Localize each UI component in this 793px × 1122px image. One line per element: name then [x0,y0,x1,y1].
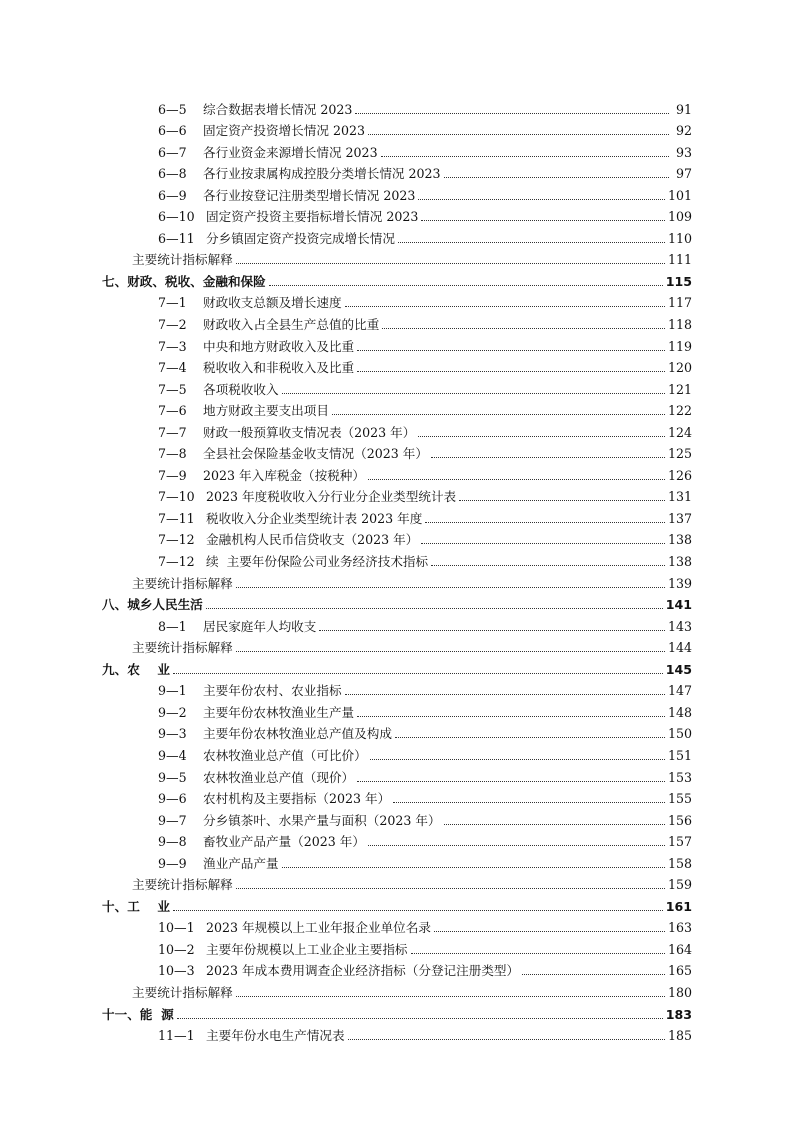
toc-entry-title-group [158,230,395,247]
toc-page-number: 156 [667,812,692,828]
toc-page-number: 147 [667,683,692,699]
toc-entry-title-group [158,122,365,139]
toc-entry-title-group [132,575,233,592]
dot-leader [269,285,663,286]
toc-page-number: 165 [667,963,692,979]
toc-entry-title-group [158,769,354,786]
toc-entry[interactable] [102,182,692,204]
toc-entry[interactable] [102,936,692,958]
toc-entry-title: 主要年份农村、农业指标 [203,683,342,699]
toc-page-number: 151 [667,747,692,763]
toc-entry[interactable] [102,225,692,247]
toc-entry-title: 主要统计指标解释 [132,984,233,1000]
toc-entry-title: 综合数据表增长情况 2023 [203,101,353,117]
toc-page-number: 138 [667,532,692,548]
dot-leader [431,457,665,458]
toc-entry-title-group [158,812,441,829]
toc-entry-title: 各行业按隶属构成控股分类增长情况 2023 [203,166,441,182]
toc-entry-title: 主要年份水电生产情况表 [206,1028,345,1044]
toc-entry-title-group [158,618,316,635]
toc-page-number: 101 [667,187,692,203]
toc-page-number: 144 [667,640,692,656]
toc-entry-title: 九、农 业 [102,661,170,677]
dot-leader [282,867,665,868]
toc-entry-title-group [158,445,428,462]
toc-entry-title: 财政收支总额及增长速度 [203,295,342,311]
dot-leader [177,1018,663,1019]
toc-entry-number: 9—3 [158,726,187,742]
toc-page-number: 161 [665,898,692,914]
toc-page-number: 180 [667,984,692,1000]
dot-leader [395,737,665,738]
toc-entry[interactable] [102,786,692,808]
dot-leader [411,953,665,954]
toc-page-number: 92 [675,123,692,139]
dot-leader [418,436,665,437]
toc-entry-number: 7—7 [158,424,187,440]
toc-entry-title: 渔业产品产量 [203,855,279,871]
toc-note-entry[interactable] [102,247,692,269]
dot-leader [421,220,665,221]
toc-entry-number: 9—5 [158,769,187,785]
toc-entry-number: 9—7 [158,812,187,828]
toc-entry-title: 农林牧渔业总产值（现价） [203,769,355,785]
toc-entry[interactable] [102,462,692,484]
toc-entry-number: 7—12 [158,532,195,548]
toc-entry-title-group [158,919,431,936]
toc-entry-number: 7—8 [158,446,187,462]
dot-leader [418,199,665,200]
dot-leader [357,781,665,782]
dot-leader [282,393,665,394]
toc-entry-title-group [158,294,342,311]
toc-page-number: 148 [667,704,692,720]
toc-entry-title: 主要统计指标解释 [132,575,233,591]
toc-chapter-heading[interactable] [102,893,692,915]
toc-entry-title-group [158,790,390,807]
toc-entry-number: 11—1 [158,1028,195,1044]
toc-entry-number: 9—8 [158,834,187,850]
toc-page-number: 141 [665,597,692,613]
toc-entry-title-group [132,639,233,656]
toc-entry-title-group [158,187,415,204]
toc-entry-title: 财政收入占全县生产总值的比重 [203,317,380,333]
toc-entry[interactable] [102,958,692,980]
toc-entry-title: 七、财政、税收、金融和保险 [102,273,266,289]
toc-entry-title: 主要统计指标解释 [132,877,233,893]
toc-entry-title-group [158,725,392,742]
toc-entry-title: 税收收入和非税收入及比重 [203,360,355,376]
toc-entry-title-group [102,898,170,915]
toc-entry-title-group [158,316,379,333]
toc-entry-title-group [158,682,342,699]
toc-entry-number: 7—12 [158,554,195,570]
toc-page-number: 115 [665,273,692,289]
toc-entry-number: 7—3 [158,338,187,354]
toc-page-number: 93 [675,144,692,160]
dot-leader [236,888,665,889]
toc-entry-title-group [132,251,233,268]
toc-entry[interactable] [102,505,692,527]
toc-page-number: 150 [667,726,692,742]
dot-leader [345,694,665,695]
toc-entry-number: 8—1 [158,618,187,634]
toc-entry-title-group [158,941,408,958]
toc-entry[interactable] [102,161,692,183]
toc-entry-title: 固定资产投资增长情况 2023 [203,123,365,139]
toc-page-number: 91 [675,101,692,117]
dot-leader [206,608,663,609]
toc-page-number: 124 [667,424,692,440]
toc-entry[interactable] [102,419,692,441]
toc-entry[interactable] [102,527,692,549]
toc-entry-title: 固定资产投资主要指标增长情况 2023 [206,209,419,225]
toc-page-number: 137 [667,510,692,526]
toc-entry[interactable] [102,290,692,312]
toc-entry-number: 9—2 [158,704,187,720]
toc-entry-title-group [158,101,352,118]
toc-entry-title-group [102,596,203,613]
toc-entry-title-group [158,747,367,764]
toc-page-number: 111 [667,252,692,268]
toc-entry-title-group [132,984,233,1001]
toc-entry-number: 6—7 [158,144,187,160]
toc-entry[interactable] [102,807,692,829]
dot-leader [357,716,665,717]
dot-leader [236,651,665,652]
toc-page-number: 120 [667,360,692,376]
dot-leader [370,759,665,760]
toc-entry-title: 2023 年规模以上工业年报企业单位名录 [206,920,431,936]
toc-page-number: 126 [667,467,692,483]
toc-chapter-heading[interactable] [102,268,692,290]
toc-entry[interactable] [102,398,692,420]
toc-entry-title: 居民家庭年人均收支 [203,618,317,634]
toc-page-number: 121 [667,381,692,397]
toc-entry-title: 主要年份规模以上工业企业主要指标 [206,941,408,957]
toc-entry-number: 7—4 [158,360,187,376]
toc-entry-title-group [102,273,266,290]
toc-entry[interactable] [102,915,692,937]
toc-entry-title-group [158,424,415,441]
toc-page-number: 110 [667,230,692,246]
toc-entry-number: 9—1 [158,683,187,699]
dot-leader [236,263,665,264]
toc-page-number: 131 [667,489,692,505]
toc-entry-title-group [158,165,441,182]
toc-page-number: 109 [667,209,692,225]
dot-leader [444,824,665,825]
toc-page-number: 125 [667,446,692,462]
toc-entry[interactable] [102,441,692,463]
toc-entry-number: 7—6 [158,403,187,419]
toc-page-number: 153 [667,769,692,785]
toc-entry-title: 金融机构人民币信贷收支（2023 年） [206,532,419,548]
toc-entry-title-group [158,402,329,419]
toc-entry-title-group [102,661,170,678]
toc-page-number: 163 [667,920,692,936]
toc-entry-number: 7—10 [158,489,195,505]
toc-entry-title: 各项税收收入 [203,381,279,397]
toc-entry-title: 分乡镇固定资产投资完成增长情况 [206,230,395,246]
toc-chapter-heading[interactable] [102,1001,692,1023]
toc-entry-number: 9—6 [158,791,187,807]
toc-entry-title: 农林牧渔业总产值（可比价） [203,747,367,763]
toc-entry[interactable] [102,204,692,226]
toc-entry[interactable] [102,96,692,118]
toc-entry-number: 7—2 [158,317,187,333]
toc-entry-title-group [158,1027,345,1044]
dot-leader [393,802,665,803]
dot-leader [236,996,665,997]
toc-entry-title-group [158,359,354,376]
toc-entry-title: 2023 年成本费用调查企业经济指标（分登记注册类型） [206,963,520,979]
toc-page-number: 139 [667,575,692,591]
dot-leader [381,156,669,157]
dot-leader [421,543,665,544]
toc-entry-title: 中央和地方财政收入及比重 [203,338,355,354]
dot-leader [173,673,663,674]
toc-note-entry[interactable] [102,979,692,1001]
toc-entry[interactable] [102,699,692,721]
toc-entry-title: 十、工 业 [102,898,170,914]
toc-entry[interactable] [102,850,692,872]
dot-leader [357,371,665,372]
toc-entry-title: 主要年份农林牧渔业生产量 [203,704,355,720]
toc-entry-title: 八、城乡人民生活 [102,597,203,613]
toc-entry-title: 各行业资金来源增长情况 2023 [203,144,378,160]
toc-page-number: 143 [667,618,692,634]
toc-entry-number: 10—3 [158,963,195,979]
toc-entry[interactable] [102,355,692,377]
toc-entry[interactable] [102,1023,692,1045]
dot-leader [332,414,665,415]
toc-entry-number: 10—2 [158,941,195,957]
toc-entry-title: 主要统计指标解释 [132,252,233,268]
dot-leader [173,910,663,911]
dot-leader [236,587,665,588]
toc-entry-title-group [158,510,422,527]
toc-entry[interactable] [102,678,692,700]
toc-note-entry[interactable] [102,872,692,894]
toc-entry-number: 6—6 [158,123,187,139]
toc-entry-title-group [158,962,519,979]
toc-chapter-heading[interactable] [102,592,692,614]
toc-entry[interactable] [102,829,692,851]
dot-leader [425,522,665,523]
dot-leader [345,306,665,307]
dot-leader [382,328,665,329]
toc-entry-number: 6—11 [158,230,195,246]
toc-entry-title: 分乡镇茶叶、水果产量与面积（2023 年） [203,812,441,828]
toc-entry-title-group [158,553,428,570]
toc-entry-title-group [158,338,354,355]
toc-page-number: 183 [665,1006,692,1022]
toc-entry[interactable] [102,139,692,161]
toc-entry-title: 农村机构及主要指标（2023 年） [203,791,391,807]
toc-entry-title-group [158,704,354,721]
dot-leader [459,500,665,501]
toc-entry-title: 主要年份农林牧渔业总产值及构成 [203,726,392,742]
toc-page-number: 97 [675,166,692,182]
toc-entry[interactable] [102,333,692,355]
toc-entry-title-group [158,855,279,872]
toc-page-number: 119 [667,338,692,354]
toc-entry-number: 7—5 [158,381,187,397]
toc-page-number: 155 [667,791,692,807]
toc-entry-number: 7—1 [158,295,187,311]
toc-entry-title: 畜牧业产品产量（2023 年） [203,834,365,850]
toc-entry[interactable] [102,742,692,764]
toc-entry-number: 10—1 [158,920,195,936]
toc-entry-title-group [158,833,365,850]
toc-page-number: 138 [667,554,692,570]
dot-leader [368,479,665,480]
toc-entry-number: 7—11 [158,510,195,526]
toc-entry-number: 9—4 [158,747,187,763]
toc-entry[interactable] [102,118,692,140]
dot-leader [319,630,665,631]
toc-page-number: 157 [667,834,692,850]
toc-entry-number: 9—9 [158,855,187,871]
toc-entry[interactable] [102,311,692,333]
toc-entry-title-group [158,144,378,161]
dot-leader [357,350,665,351]
toc-entry-title: 税收收入分企业类型统计表 2023 年度 [206,510,423,526]
dot-leader [368,845,665,846]
toc-entry-title: 财政一般预算收支情况表（2023 年） [203,424,416,440]
toc-entry-number: 6—10 [158,209,195,225]
dot-leader [444,177,669,178]
dot-leader [398,242,665,243]
toc-page-number: 117 [667,295,692,311]
dot-leader [348,1039,665,1040]
toc-page-number: 164 [667,941,692,957]
table-of-contents [102,96,692,1044]
toc-entry-number: 6—5 [158,101,187,117]
toc-entry-number: 7—9 [158,467,187,483]
toc-entry[interactable] [102,764,692,786]
dot-leader [434,931,665,932]
dot-leader [522,974,665,975]
toc-entry-title-group [132,876,233,893]
dot-leader [355,113,669,114]
toc-entry-title-group [158,208,418,225]
dot-leader [431,565,665,566]
toc-entry[interactable] [102,484,692,506]
toc-page-number: 122 [667,403,692,419]
toc-entry-title: 2023 年度税收收入分行业分企业类型统计表 [206,489,457,505]
toc-entry-title: 2023 年入库税金（按税种） [203,467,365,483]
toc-entry-title: 各行业按登记注册类型增长情况 2023 [203,187,416,203]
toc-entry-title-group [158,467,365,484]
toc-entry-number: 6—9 [158,187,187,203]
toc-entry[interactable] [102,548,692,570]
toc-entry-title: 全县社会保险基金收支情况（2023 年） [203,446,428,462]
toc-page-number: 159 [667,877,692,893]
toc-entry[interactable] [102,721,692,743]
toc-page-number: 185 [667,1028,692,1044]
toc-entry-title: 续 主要年份保险公司业务经济技术指标 [206,554,429,570]
toc-entry-title: 地方财政主要支出项目 [203,403,329,419]
toc-note-entry[interactable] [102,570,692,592]
toc-entry[interactable] [102,376,692,398]
toc-chapter-heading[interactable] [102,656,692,678]
toc-entry-title: 十一、能 源 [102,1006,174,1022]
toc-entry-title-group [158,488,456,505]
dot-leader [368,134,669,135]
toc-entry-title: 主要统计指标解释 [132,640,233,656]
toc-entry-title-group [158,381,279,398]
toc-page-number: 118 [667,317,692,333]
toc-page-number: 145 [665,661,692,677]
toc-entry-title-group [158,531,418,548]
toc-note-entry[interactable] [102,635,692,657]
toc-page-number: 158 [667,855,692,871]
toc-entry-title-group [102,1006,174,1023]
toc-entry-number: 6—8 [158,166,187,182]
toc-entry[interactable] [102,613,692,635]
